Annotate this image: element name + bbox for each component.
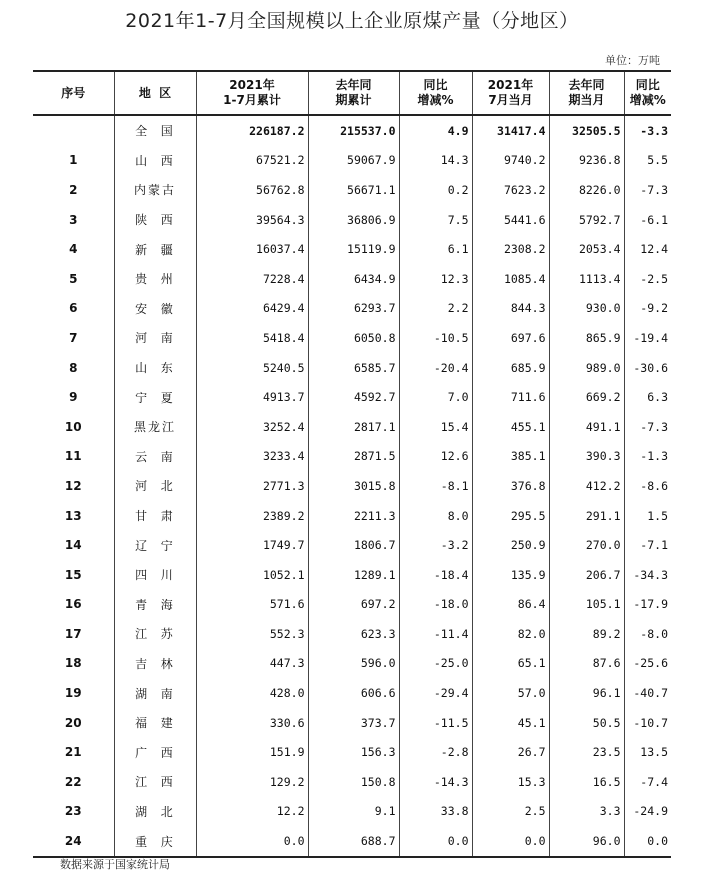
cell-month-last-year: 8226.0 bbox=[549, 175, 624, 205]
cell-month-2021: 86.4 bbox=[472, 590, 549, 620]
cell-cum-2021: 2389.2 bbox=[196, 501, 308, 531]
cell-month-last-year: 291.1 bbox=[549, 501, 624, 531]
cell-region: 福 建 bbox=[114, 708, 196, 738]
cell-cum-2021: 67521.2 bbox=[196, 146, 308, 176]
header-cum-yoy: 同比 增减% bbox=[399, 71, 472, 115]
table-row bbox=[33, 501, 671, 531]
cell-month-yoy: -10.7 bbox=[624, 708, 671, 738]
unit-label: 单位：万吨 bbox=[605, 54, 660, 67]
cell-seq: 13 bbox=[64, 508, 82, 523]
cell-cum-yoy: -18.0 bbox=[399, 590, 472, 620]
cell-cum-last-year: 6293.7 bbox=[308, 294, 399, 324]
cell-region: 四 川 bbox=[114, 560, 196, 590]
cell-cum-last-year: 9.1 bbox=[308, 797, 399, 827]
cell-seq: 18 bbox=[64, 656, 82, 671]
cell-cum-2021: 6429.4 bbox=[196, 294, 308, 324]
cell-month-yoy: -7.1 bbox=[624, 530, 671, 560]
cell-cum-yoy: 12.6 bbox=[399, 442, 472, 472]
cell-cum-yoy: 7.0 bbox=[399, 382, 472, 412]
cell-cum-yoy: 14.3 bbox=[399, 146, 472, 176]
cell-month-2021: 45.1 bbox=[472, 708, 549, 738]
table-row bbox=[33, 797, 671, 827]
cell-cum-2021: 4913.7 bbox=[196, 382, 308, 412]
cell-cum-yoy: 6.1 bbox=[399, 234, 472, 264]
cell-month-2021: 31417.4 bbox=[472, 115, 549, 146]
cell-cum-2021: 1052.1 bbox=[196, 560, 308, 590]
cell-seq: 1 bbox=[69, 153, 78, 168]
cell-region: 甘 肃 bbox=[114, 501, 196, 531]
table-row bbox=[33, 737, 671, 767]
cell-month-last-year: 206.7 bbox=[549, 560, 624, 590]
cell-cum-2021: 226187.2 bbox=[196, 115, 308, 146]
cell-month-last-year: 23.5 bbox=[549, 737, 624, 767]
cell-cum-last-year: 156.3 bbox=[308, 737, 399, 767]
cell-cum-last-year: 623.3 bbox=[308, 619, 399, 649]
cell-seq: 6 bbox=[69, 301, 78, 316]
cell-month-yoy: -7.3 bbox=[624, 412, 671, 442]
header-region: 地 区 bbox=[114, 71, 196, 115]
table-row bbox=[33, 146, 671, 176]
cell-cum-yoy: -10.5 bbox=[399, 323, 472, 353]
table-row bbox=[33, 708, 671, 738]
cell-cum-yoy: -11.4 bbox=[399, 619, 472, 649]
cell-month-2021: 685.9 bbox=[472, 353, 549, 383]
cell-month-2021: 844.3 bbox=[472, 294, 549, 324]
cell-cum-last-year: 596.0 bbox=[308, 649, 399, 679]
table-row bbox=[33, 767, 671, 797]
cell-seq: 14 bbox=[64, 538, 82, 553]
cell-month-last-year: 105.1 bbox=[549, 590, 624, 620]
cell-cum-yoy: 4.9 bbox=[399, 115, 472, 146]
cell-cum-2021: 129.2 bbox=[196, 767, 308, 797]
header-row bbox=[33, 71, 671, 115]
cell-month-yoy: -7.4 bbox=[624, 767, 671, 797]
cell-month-2021: 711.6 bbox=[472, 382, 549, 412]
cell-cum-last-year: 3015.8 bbox=[308, 471, 399, 501]
table-row bbox=[33, 649, 671, 679]
cell-month-last-year: 930.0 bbox=[549, 294, 624, 324]
cell-month-2021: 697.6 bbox=[472, 323, 549, 353]
cell-seq: 12 bbox=[64, 478, 82, 493]
cell-region: 宁 夏 bbox=[114, 382, 196, 412]
cell-month-2021: 7623.2 bbox=[472, 175, 549, 205]
cell-cum-last-year: 56671.1 bbox=[308, 175, 399, 205]
cell-cum-2021: 39564.3 bbox=[196, 205, 308, 235]
header-cum-last-year: 去年同 期累计 bbox=[308, 71, 399, 115]
page-title: 2021年1-7月全国规模以上企业原煤产量（分地区） bbox=[125, 10, 579, 32]
cell-cum-2021: 56762.8 bbox=[196, 175, 308, 205]
cell-seq: 9 bbox=[69, 390, 78, 405]
cell-cum-last-year: 2871.5 bbox=[308, 442, 399, 472]
cell-cum-2021: 571.6 bbox=[196, 590, 308, 620]
cell-month-2021: 5441.6 bbox=[472, 205, 549, 235]
cell-seq: 19 bbox=[64, 686, 82, 701]
cell-month-last-year: 2053.4 bbox=[549, 234, 624, 264]
cell-cum-2021: 5418.4 bbox=[196, 323, 308, 353]
cell-seq: 3 bbox=[69, 212, 78, 227]
cell-cum-2021: 0.0 bbox=[196, 826, 308, 857]
cell-cum-yoy: -14.3 bbox=[399, 767, 472, 797]
cell-month-2021: 9740.2 bbox=[472, 146, 549, 176]
cell-cum-last-year: 15119.9 bbox=[308, 234, 399, 264]
table-row bbox=[33, 619, 671, 649]
cell-month-2021: 135.9 bbox=[472, 560, 549, 590]
cell-seq: 17 bbox=[64, 626, 82, 641]
cell-seq: 5 bbox=[69, 271, 78, 286]
cell-month-yoy: -2.5 bbox=[624, 264, 671, 294]
table-row bbox=[33, 382, 671, 412]
cell-month-2021: 57.0 bbox=[472, 678, 549, 708]
table-row bbox=[33, 471, 671, 501]
cell-cum-last-year: 6585.7 bbox=[308, 353, 399, 383]
cell-seq bbox=[33, 115, 114, 146]
cell-region: 贵 州 bbox=[114, 264, 196, 294]
cell-month-last-year: 96.0 bbox=[549, 826, 624, 857]
cell-cum-last-year: 215537.0 bbox=[308, 115, 399, 146]
cell-month-yoy: -25.6 bbox=[624, 649, 671, 679]
cell-cum-yoy: 2.2 bbox=[399, 294, 472, 324]
cell-seq: 24 bbox=[33, 826, 114, 857]
table-row bbox=[33, 353, 671, 383]
cell-cum-2021: 151.9 bbox=[196, 737, 308, 767]
cell-seq: 4 bbox=[69, 242, 78, 257]
cell-month-yoy: -34.3 bbox=[624, 560, 671, 590]
cell-seq: 8 bbox=[69, 360, 78, 375]
cell-month-yoy: -9.2 bbox=[624, 294, 671, 324]
cell-cum-2021: 428.0 bbox=[196, 678, 308, 708]
cell-month-yoy: -8.6 bbox=[624, 471, 671, 501]
cell-cum-yoy: 0.2 bbox=[399, 175, 472, 205]
cell-seq: 20 bbox=[64, 715, 82, 730]
cell-cum-yoy: 33.8 bbox=[399, 797, 472, 827]
cell-region: 内蒙古 bbox=[114, 175, 196, 205]
cell-month-2021: 455.1 bbox=[472, 412, 549, 442]
cell-month-yoy: -30.6 bbox=[624, 353, 671, 383]
cell-seq: 23 bbox=[64, 804, 82, 819]
cell-month-last-year: 87.6 bbox=[549, 649, 624, 679]
cell-month-2021: 82.0 bbox=[472, 619, 549, 649]
cell-cum-last-year: 1806.7 bbox=[308, 530, 399, 560]
cell-cum-2021: 3252.4 bbox=[196, 412, 308, 442]
cell-month-yoy: -1.3 bbox=[624, 442, 671, 472]
table-row bbox=[33, 294, 671, 324]
cell-month-2021: 295.5 bbox=[472, 501, 549, 531]
header-month-last-year: 去年同 期当月 bbox=[549, 71, 624, 115]
cell-region: 新 疆 bbox=[114, 234, 196, 264]
cell-cum-yoy: -8.1 bbox=[399, 471, 472, 501]
cell-month-last-year: 865.9 bbox=[549, 323, 624, 353]
cell-cum-last-year: 6050.8 bbox=[308, 323, 399, 353]
cell-region: 湖 北 bbox=[114, 797, 196, 827]
cell-cum-last-year: 4592.7 bbox=[308, 382, 399, 412]
cell-month-last-year: 5792.7 bbox=[549, 205, 624, 235]
cell-region: 江 苏 bbox=[114, 619, 196, 649]
cell-month-yoy: -3.3 bbox=[624, 115, 671, 146]
cell-month-yoy: -40.7 bbox=[624, 678, 671, 708]
cell-region: 山 西 bbox=[114, 146, 196, 176]
cell-month-2021: 2308.2 bbox=[472, 234, 549, 264]
cell-cum-last-year: 36806.9 bbox=[308, 205, 399, 235]
cell-month-yoy: 13.5 bbox=[624, 737, 671, 767]
cell-month-2021: 2.5 bbox=[472, 797, 549, 827]
table-row bbox=[33, 412, 671, 442]
cell-month-yoy: -19.4 bbox=[624, 323, 671, 353]
cell-cum-last-year: 150.8 bbox=[308, 767, 399, 797]
cell-month-yoy: 6.3 bbox=[624, 382, 671, 412]
cell-seq: 22 bbox=[64, 774, 82, 789]
cell-cum-2021: 16037.4 bbox=[196, 234, 308, 264]
total-row bbox=[33, 115, 671, 146]
header-month-yoy: 同比 增减% bbox=[624, 71, 671, 115]
cell-region: 吉 林 bbox=[114, 649, 196, 679]
cell-month-last-year: 989.0 bbox=[549, 353, 624, 383]
cell-month-last-year: 32505.5 bbox=[549, 115, 624, 146]
cell-month-yoy: -17.9 bbox=[624, 590, 671, 620]
cell-cum-last-year: 59067.9 bbox=[308, 146, 399, 176]
cell-region: 重 庆 bbox=[114, 826, 196, 857]
cell-cum-2021: 447.3 bbox=[196, 649, 308, 679]
cell-cum-last-year: 688.7 bbox=[308, 826, 399, 857]
cell-month-last-year: 50.5 bbox=[549, 708, 624, 738]
cell-month-2021: 1085.4 bbox=[472, 264, 549, 294]
cell-month-last-year: 96.1 bbox=[549, 678, 624, 708]
cell-region: 陕 西 bbox=[114, 205, 196, 235]
cell-cum-yoy: 7.5 bbox=[399, 205, 472, 235]
header-cum-2021: 2021年 1-7月累计 bbox=[196, 71, 308, 115]
cell-month-yoy: -24.9 bbox=[624, 797, 671, 827]
cell-month-last-year: 491.1 bbox=[549, 412, 624, 442]
cell-seq: 21 bbox=[64, 745, 82, 760]
table-row bbox=[33, 826, 671, 857]
cell-month-yoy: 12.4 bbox=[624, 234, 671, 264]
cell-month-last-year: 390.3 bbox=[549, 442, 624, 472]
cell-region: 辽 宁 bbox=[114, 530, 196, 560]
cell-month-2021: 385.1 bbox=[472, 442, 549, 472]
cell-cum-2021: 552.3 bbox=[196, 619, 308, 649]
cell-month-last-year: 9236.8 bbox=[549, 146, 624, 176]
cell-cum-last-year: 373.7 bbox=[308, 708, 399, 738]
cell-month-2021: 26.7 bbox=[472, 737, 549, 767]
cell-month-last-year: 412.2 bbox=[549, 471, 624, 501]
cell-seq: 10 bbox=[64, 419, 82, 434]
cell-month-yoy: -8.0 bbox=[624, 619, 671, 649]
cell-region: 山 东 bbox=[114, 353, 196, 383]
cell-cum-yoy: -3.2 bbox=[399, 530, 472, 560]
cell-month-2021: 15.3 bbox=[472, 767, 549, 797]
cell-month-2021: 250.9 bbox=[472, 530, 549, 560]
cell-region: 江 西 bbox=[114, 767, 196, 797]
table-row bbox=[33, 678, 671, 708]
cell-month-last-year: 1113.4 bbox=[549, 264, 624, 294]
cell-cum-yoy: 15.4 bbox=[399, 412, 472, 442]
cell-month-last-year: 3.3 bbox=[549, 797, 624, 827]
cell-cum-yoy: 0.0 bbox=[399, 826, 472, 857]
header-seq: 序号 bbox=[33, 71, 114, 115]
table-row bbox=[33, 530, 671, 560]
cell-region: 广 西 bbox=[114, 737, 196, 767]
header-month-2021: 2021年 7月当月 bbox=[472, 71, 549, 115]
cell-month-2021: 376.8 bbox=[472, 471, 549, 501]
cell-region: 安 徽 bbox=[114, 294, 196, 324]
coal-output-table bbox=[33, 70, 671, 858]
cell-cum-yoy: -18.4 bbox=[399, 560, 472, 590]
source-note: 数据来源于国家统计局 bbox=[60, 858, 170, 871]
table-row bbox=[33, 234, 671, 264]
cell-cum-2021: 5240.5 bbox=[196, 353, 308, 383]
cell-seq: 15 bbox=[64, 567, 82, 582]
cell-cum-yoy: 12.3 bbox=[399, 264, 472, 294]
cell-cum-last-year: 2817.1 bbox=[308, 412, 399, 442]
cell-cum-2021: 1749.7 bbox=[196, 530, 308, 560]
cell-month-yoy: -6.1 bbox=[624, 205, 671, 235]
table-row bbox=[33, 205, 671, 235]
cell-month-last-year: 16.5 bbox=[549, 767, 624, 797]
cell-cum-yoy: -20.4 bbox=[399, 353, 472, 383]
cell-month-yoy: -7.3 bbox=[624, 175, 671, 205]
cell-cum-last-year: 606.6 bbox=[308, 678, 399, 708]
cell-cum-yoy: 8.0 bbox=[399, 501, 472, 531]
cell-region: 青 海 bbox=[114, 590, 196, 620]
table-row bbox=[33, 442, 671, 472]
cell-cum-2021: 7228.4 bbox=[196, 264, 308, 294]
cell-month-yoy: 0.0 bbox=[624, 826, 671, 857]
cell-month-last-year: 669.2 bbox=[549, 382, 624, 412]
cell-region: 黑龙江 bbox=[114, 412, 196, 442]
cell-cum-last-year: 2211.3 bbox=[308, 501, 399, 531]
cell-cum-2021: 330.6 bbox=[196, 708, 308, 738]
cell-month-2021: 0.0 bbox=[472, 826, 549, 857]
table-row bbox=[33, 560, 671, 590]
cell-region: 河 南 bbox=[114, 323, 196, 353]
cell-seq: 2 bbox=[69, 182, 78, 197]
cell-cum-yoy: -11.5 bbox=[399, 708, 472, 738]
cell-cum-2021: 12.2 bbox=[196, 797, 308, 827]
cell-cum-2021: 2771.3 bbox=[196, 471, 308, 501]
cell-seq: 7 bbox=[69, 330, 78, 345]
cell-region: 云 南 bbox=[114, 442, 196, 472]
table-row bbox=[33, 590, 671, 620]
cell-month-2021: 65.1 bbox=[472, 649, 549, 679]
cell-cum-yoy: -25.0 bbox=[399, 649, 472, 679]
cell-month-last-year: 270.0 bbox=[549, 530, 624, 560]
table-row bbox=[33, 323, 671, 353]
cell-month-last-year: 89.2 bbox=[549, 619, 624, 649]
cell-cum-last-year: 697.2 bbox=[308, 590, 399, 620]
cell-region: 全 国 bbox=[114, 115, 196, 146]
cell-month-yoy: 1.5 bbox=[624, 501, 671, 531]
cell-cum-yoy: -29.4 bbox=[399, 678, 472, 708]
table-row bbox=[33, 175, 671, 205]
cell-region: 河 北 bbox=[114, 471, 196, 501]
table-row bbox=[33, 264, 671, 294]
cell-month-yoy: 5.5 bbox=[624, 146, 671, 176]
cell-cum-last-year: 6434.9 bbox=[308, 264, 399, 294]
cell-seq: 16 bbox=[64, 597, 82, 612]
cell-region: 湖 南 bbox=[114, 678, 196, 708]
cell-cum-last-year: 1289.1 bbox=[308, 560, 399, 590]
cell-cum-2021: 3233.4 bbox=[196, 442, 308, 472]
cell-cum-yoy: -2.8 bbox=[399, 737, 472, 767]
cell-seq: 11 bbox=[64, 449, 82, 464]
